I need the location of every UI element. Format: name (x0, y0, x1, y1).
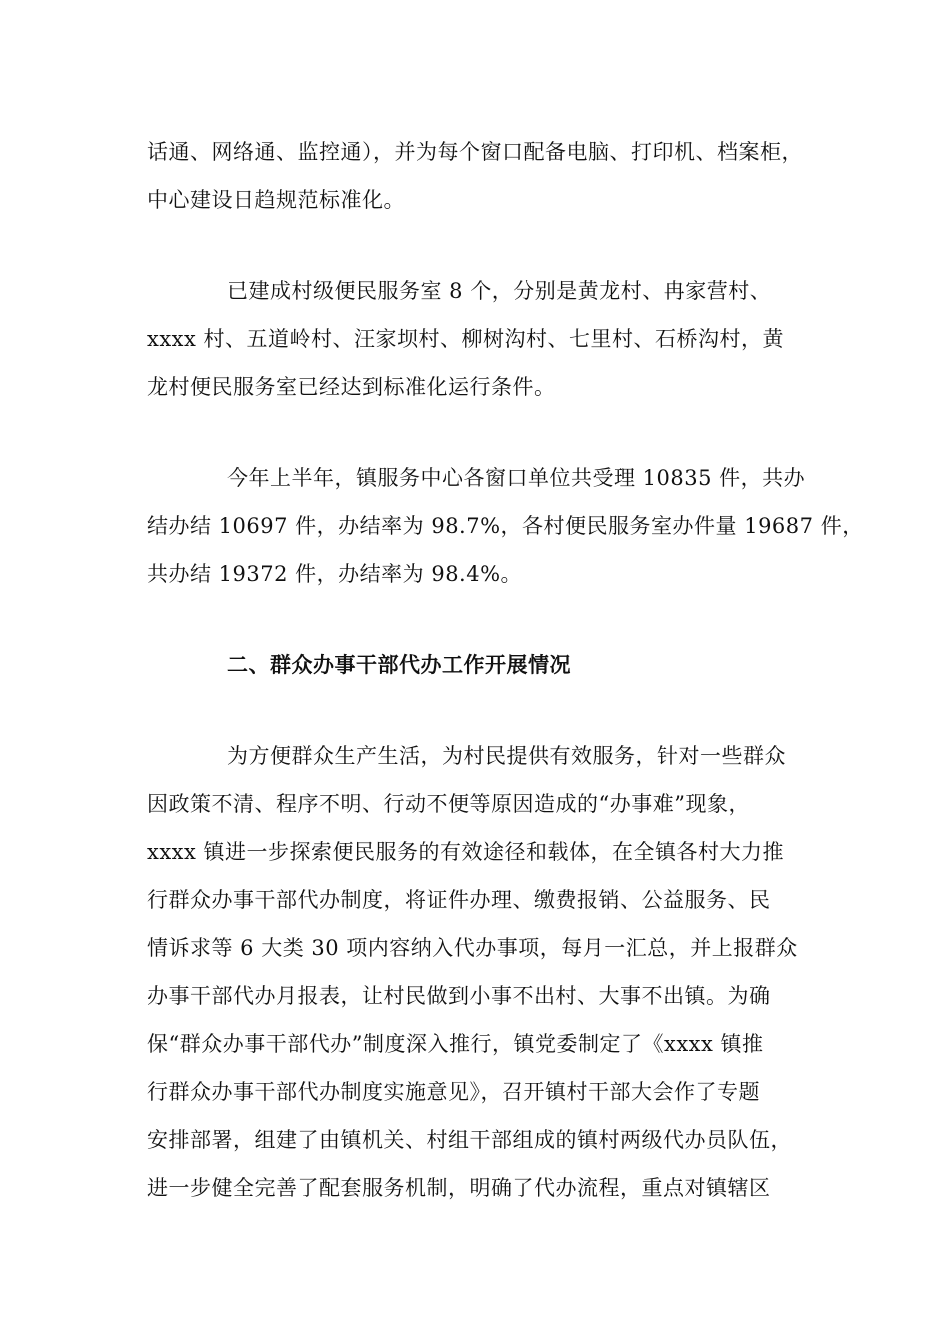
paragraph-line: 安排部署，组建了由镇机关、村组干部组成的镇村两级代办员队伍， (147, 1128, 792, 1152)
paragraph-line: 情诉求等 6 大类 30 项内容纳入代办事项，每月一汇总，并上报群众 (147, 936, 798, 960)
paragraph-center-construction (147, 128, 827, 224)
paragraph-line: 已建成村级便民服务室 8 个，分别是黄龙村、冉家营村、 (227, 279, 772, 303)
paragraph-line: 因政策不清、程序不明、行动不便等原因造成的“办事难”现象， (147, 792, 750, 816)
section-heading: 二、群众办事干部代办工作开展情况 (227, 652, 571, 677)
paragraph-line: 今年上半年，镇服务中心各窗口单位共受理 10835 件，共办 (227, 466, 806, 490)
paragraph-line: 共办结 19372 件，办结率为 98.4%。 (147, 562, 523, 586)
paragraph-line: xxxx 村、五道岭村、汪家坝村、柳树沟村、七里村、石桥沟村，黄 (147, 327, 785, 351)
paragraph-line: 办事干部代办月报表，让村民做到小事不出村、大事不出镇。为确 (147, 984, 771, 1008)
document-body (147, 128, 864, 1255)
paragraph-line: 保“群众办事干部代办”制度深入推行，镇党委制定了《xxxx 镇推 (147, 1032, 764, 1056)
paragraph-line: 为方便群众生产生活，为村民提供有效服务，针对一些群众 (227, 744, 786, 768)
paragraph-line: 结办结 10697 件，办结率为 98.7%，各村便民服务室办件量 19687 件， (147, 514, 864, 538)
paragraph-village-service-rooms (147, 267, 827, 411)
paragraph-line: 行群众办事干部代办制度实施意见》，召开镇村干部大会作了专题 (147, 1080, 760, 1104)
paragraph-line: 进一步健全完善了配套服务机制，明确了代办流程，重点对镇辖区 (147, 1176, 771, 1200)
paragraph-line: 中心建设日趋规范标准化。 (147, 188, 405, 212)
paragraph-line: 龙村便民服务室已经达到标准化运行条件。 (147, 375, 556, 399)
paragraph-line: xxxx 镇进一步探索便民服务的有效途径和载体，在全镇各村大力推 (147, 840, 785, 864)
paragraph-half-year-stats (147, 454, 864, 598)
paragraph-line: 话通、网络通、监控通），并为每个窗口配备电脑、打印机、档案柜， (147, 140, 803, 164)
paragraph-line: 行群众办事干部代办制度，将证件办理、缴费报销、公益服务、民 (147, 888, 771, 912)
paragraph-proxy-service (147, 732, 827, 1212)
